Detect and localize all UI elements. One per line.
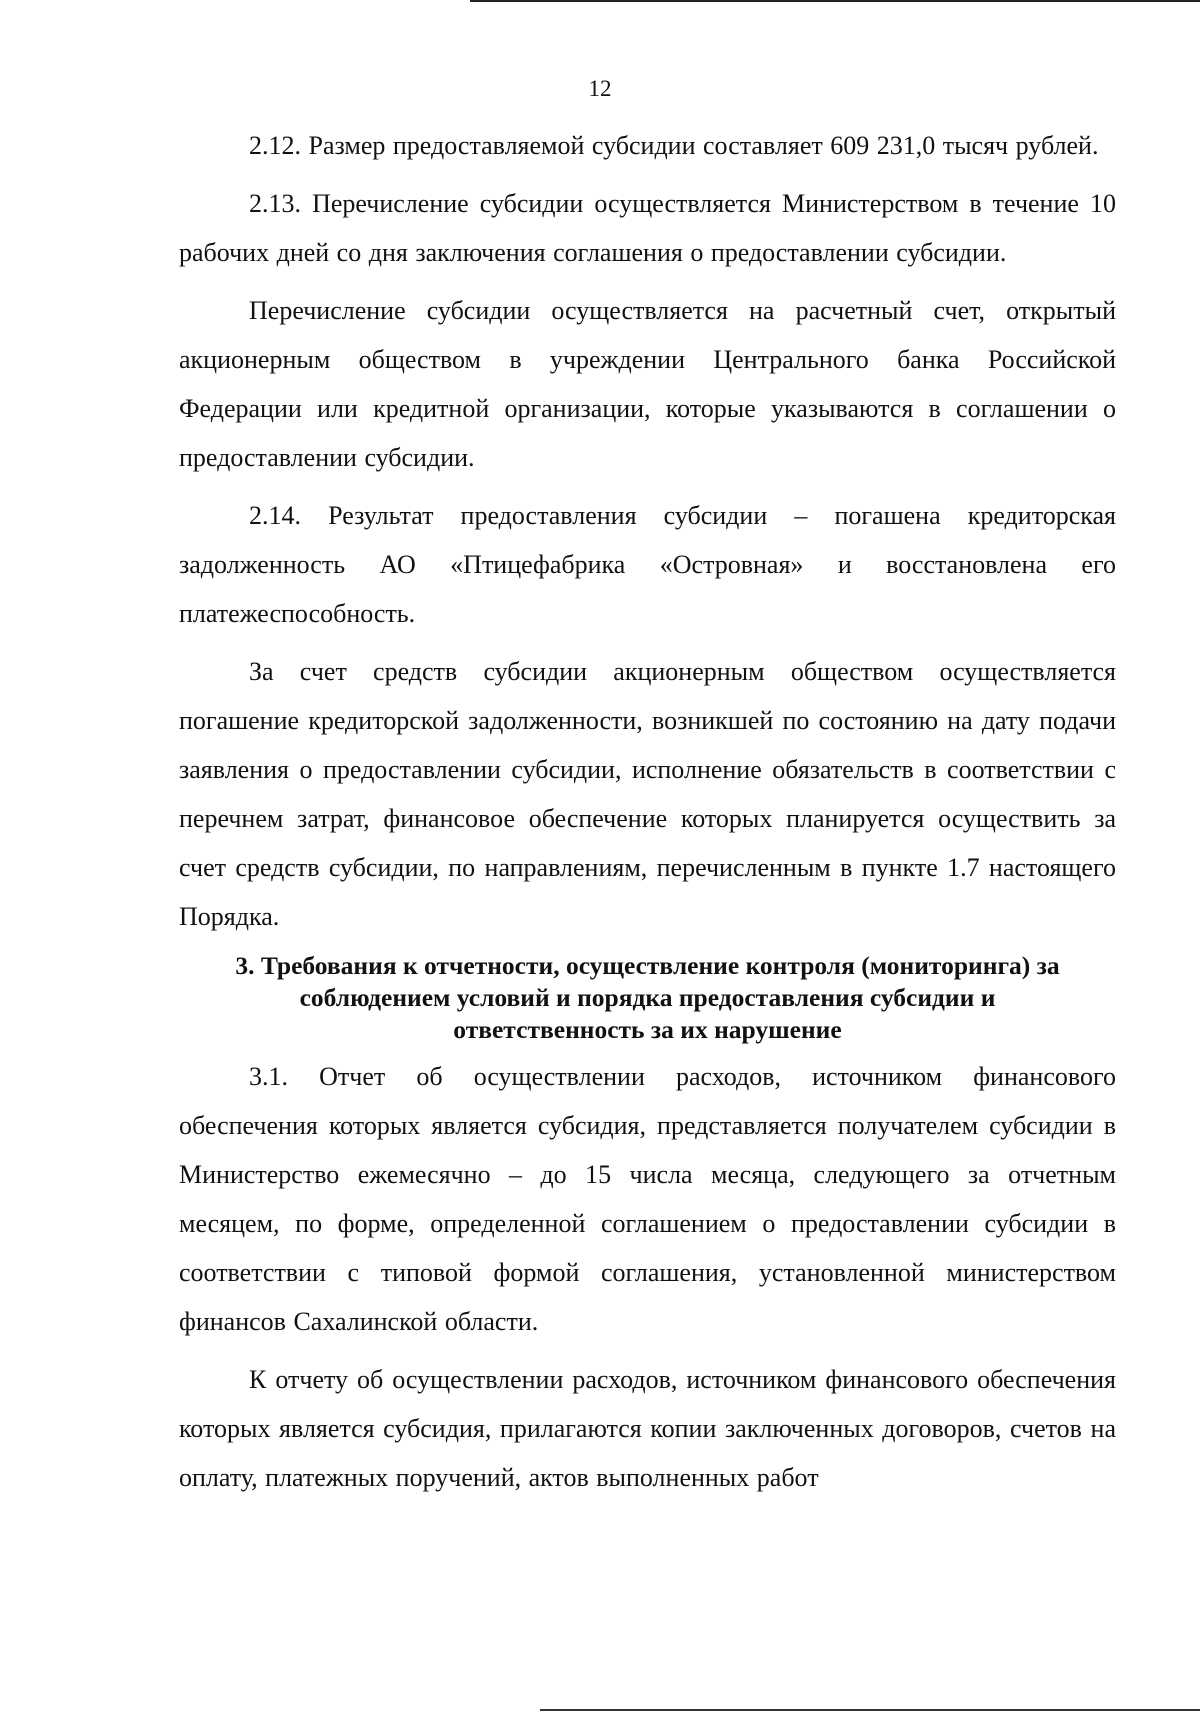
paragraph-2-13: 2.13. Перечисление субсидии осуществляется Министерством в течение 10 рабочих дней со дня заключения соглашения о предоставлении субсидии. — [179, 189, 1116, 267]
paragraph-transfer-account: Перечисление субсидии осуществляется на расчетный счет, открытый акционерным обществом в учреждении Центрального банка Российской Федерации или кредитной организации, которые указываются в соглашении о предоставлении субсидии. — [179, 296, 1116, 472]
paragraph-2-12: 2.12. Размер предоставляемой субсидии составляет 609 231,0 тысяч рублей. — [249, 131, 1099, 160]
paragraph-subsidy-funds: За счет средств субсидии акционерным обществом осуществляется погашение кредиторской задолженности, возникшей по состоянию на дату подачи заявления о предоставлении субсидии, исполнение обязательств в соответствии с перечнем затрат, финансовое обеспечение которых планируется осуществить за счет средств субсидии, по направлениям, перечисленным в пункте 1.7 настоящего Порядка. — [179, 657, 1116, 931]
section-3-heading-line-2: соблюдением условий и порядка предоставления субсидии и — [299, 983, 996, 1012]
section-3-heading — [179, 950, 1116, 1046]
section-3-heading-line-1: 3. Требования к отчетности, осуществление контроля (мониторинга) за — [235, 951, 1060, 980]
paragraph-3-1: 3.1. Отчет об осуществлении расходов, источником финансового обеспечения которых является субсидия, представляется получателем субсидии в Министерство ежемесячно – до 15 числа месяца, следующего за отчетным месяцем, по форме, определенной соглашением о предоставлении субсидии в соответствии с типовой формой соглашения, установленной министерством финансов Сахалинской области. — [179, 1062, 1116, 1336]
paragraph-2-14: 2.14. Результат предоставления субсидии – погашена кредиторская задолженность АО «Птицефабрика «Островная» и восстановлена его платежеспособность. — [179, 501, 1116, 628]
section-3-heading-line-3: ответственность за их нарушение — [453, 1015, 842, 1044]
document-body — [179, 121, 1116, 1511]
paragraph-report-attachments: К отчету об осуществлении расходов, источником финансового обеспечения которых является субсидия, прилагаются копии заключенных договоров, счетов на оплату, платежных поручений, актов выполненных работ — [179, 1365, 1116, 1492]
page-number: 12 — [588, 76, 612, 101]
scan-edge-line — [470, 0, 1200, 2]
